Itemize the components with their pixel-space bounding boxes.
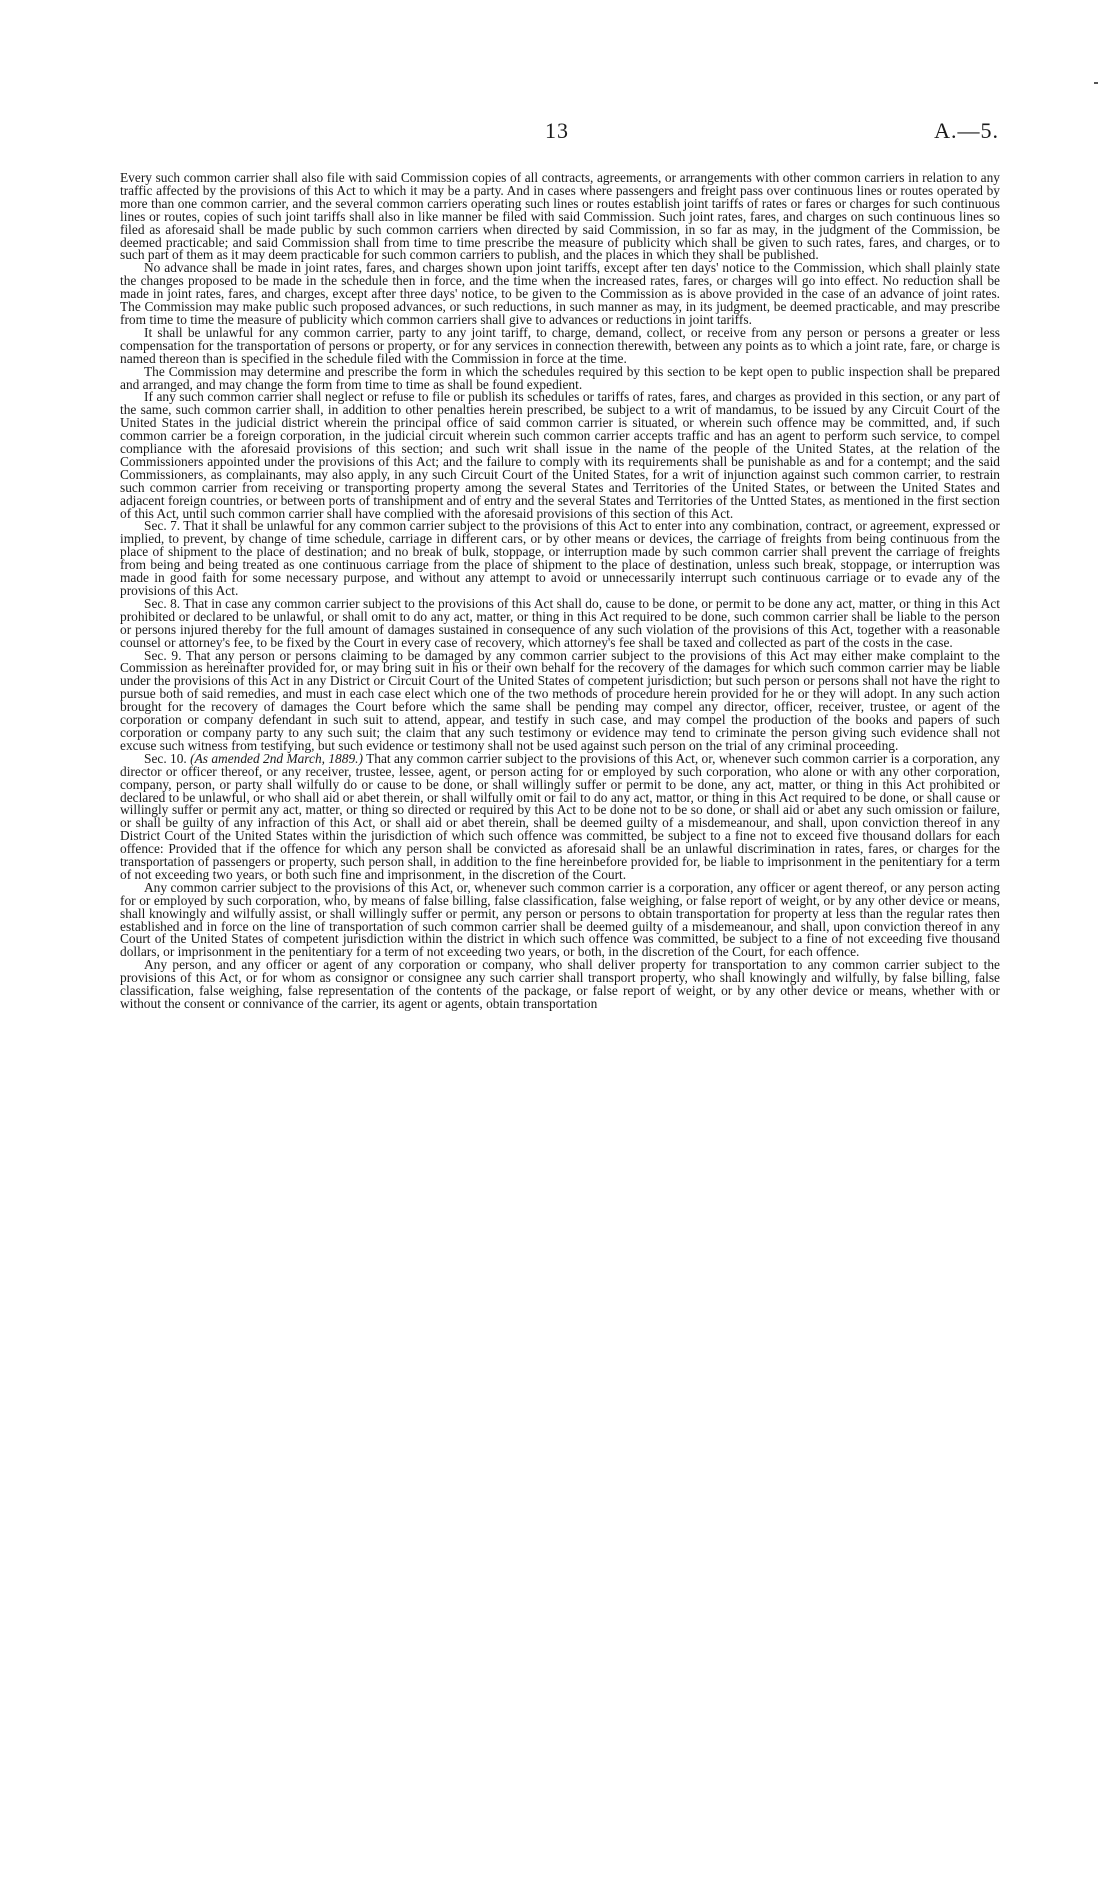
amendment-note: (As amended 2nd March, 1889.) — [190, 750, 363, 766]
section-7-paragraph: Sec. 7. That it shall be unlawful for any common carrier subject to the provisions of this Act to enter into any combination, contract, or agreement, expressed or implied, to prevent, by change of time schedule, carriage in different cars, or by other means or devices, the carriage of freights from being continuous from the place of shipment to the place of destination; and no break of bulk, stoppage, or interruption made by such common carrier shall prevent the carriage of freights from being and being treated as one continuous carriage from the place of shipment to the place of destination, unless such break, stoppage, or interruption was made in good faith for some necessary purpose, and without any attempt to avoid or unnecessarily interrupt such continuous carriage or to evade any of the provisions of this Act. — [120, 518, 1000, 598]
paragraph: Any person, and any officer or agent of any corporation or company, who shall deliver property for transportation to any common carrier subject to the provisions of this Act, or for whom as consignor or consignee any such carrier shall transport property, who shall knowingly and wilfully, by false billing, false classification, false weighing, false representation of the contents of the package, or false report of weight, or by any other device or means, whether with or without the consent or connivance of the carrier, its agent or agents, obtain transportation — [120, 957, 1000, 1011]
body-text — [120, 172, 1000, 1011]
page-number: 13 — [545, 118, 569, 143]
paragraph: It shall be unlawful for any common carrier, party to any joint tariff, to charge, demand, collect, or receive from any person or persons a greater or less compensation for the transportation of persons or property, or for any services in connection therewith, between any points as to which a joint rate, fare, or charge is named thereon than is specified in the schedule filed with the Commission in force at the time. — [120, 324, 1000, 366]
paragraph: No advance shall be made in joint rates, fares, and charges shown upon joint tariffs, except after ten days' notice to the Commission, which shall plainly state the changes proposed to be made in the schedule then in force, and the time when the increased rates, fares, or charges will go into effect. No reduction shall be made in joint rates, fares, and charges, except after three days' notice, to be given to the Commission as is above provided in the case of an advance of joint rates. The Commission may make public such proposed advances, or such reductions, in such manner as may, in its judgment, be deemed practicable, and may prescribe from time to time the measure of publicity which common carriers shall give to advances or reductions in joint tariffs. — [120, 260, 1000, 327]
paragraph: The Commission may determine and prescribe the form in which the schedules required by this section to be kept open to public inspection shall be prepared and arranged, and may change the form from time to time as shall be found expedient. — [120, 363, 1000, 392]
paragraph: If any such common carrier shall neglect or refuse to file or publish its schedules or tariffs of rates, fares, and charges as provided in this section, or any part of the same, such common carrier shall, in addition to other penalties herein prescribed, be subject to a writ of mandamus, to be issued by any Circuit Court of the United States in the judicial district wherein the principal office of said common carrier is situated, or wherein such offence may be committed, and, if such common carrier be a foreign corporation, in the judicial circuit wherein such common carrier accepts traffic and has an agent to perform such service, to compel compliance with the aforesaid provisions of this section; and such writ shall issue in the name of the people of the United States, at the relation of the Commissioners appointed under the provisions of this Act; and the failure to comply with its requirements shall be punishable as and for a contempt; and the said Commissioners, as complainants, may also apply, in any such Circuit Court of the United States, for a writ of injunction against such common carrier, to restrain such common carrier from receiving or transporting property among the several States and Territories of the United States, or between the United States and adjacent foreign countries, or between ports of transhipment and of entry and the several States and Territories of the Untted States, as mentioned in the first section of this Act, until such common carrier shall have complied with the aforesaid provisions of this section of this Act. — [120, 389, 1000, 521]
section-10-paragraph — [120, 750, 1000, 882]
paragraph: Every such common carrier shall also file with said Commission copies of all contracts, agreements, or arrangements with other common carriers in relation to any traffic affected by the provisions of this Act to which it may be a party. And in cases where passengers and freight pass over continuous lines or routes operated by more than one common carrier, and the several common carriers operating such lines or routes establish joint tariffs of rates or fares or charges for such continuous lines or routes, copies of such joint tariffs shall also in like manner be filed with said Commission. Such joint rates, fares, and charges on such continuous lines so filed as aforesaid shall be made public by such common carriers when directed by said Commission, in so far as may, in the judgment of the Commission, be deemed practicable; and said Commission shall from time to time prescribe the measure of publicity which shall be given to such rates, fares, and charges, or to such part of them as it may deem practicable for such common carriers to publish, and the places in which they shall be published. — [120, 170, 1000, 263]
section-9-paragraph: Sec. 9. That any person or persons claiming to be damaged by any common carrier subject to the provisions of this Act may either make complaint to the Commission as hereinafter provided for, or may bring suit in his or their own behalf for the recovery of the damages for which such common carrier may be liable under the provisions of this Act in any District or Circuit Court of the United States of competent jurisdiction; but such person or persons shall not have the right to pursue both of said remedies, and must in each case elect which one of the two methods of procedure herein provided for he or they will adopt. In any such action brought for the recovery of damages the Court before which the same shall be pending may compel any director, officer, receiver, trustee, or agent of the corporation or company defendant in such suit to attend, appear, and testify in such case, and may compel the production of the books and papers of such corporation or company party to any such suit; the claim that any such testimony or evidence may tend to criminate the person giving such evidence shall not excuse such witness from testifying, but such evidence or testimony shall not be used against such person on the trial of any criminal proceeding. — [120, 647, 1000, 753]
section-8-paragraph: Sec. 8. That in case any common carrier subject to the provisions of this Act shall do, cause to be done, or permit to be done any act, matter, or thing in this Act prohibited or declared to be unlawful, or shall omit to do any act, matter, or thing in this Act required to be done, such common carrier shall be liable to the person or persons injured thereby for the full amount of damages sustained in consequence of any such violation of the provisions of this Act, together with a reasonable counsel or attorney's fee, to be fixed by the Court in every case of recovery, which attorney's fee shall be taxed and collected as part of the costs in the case. — [120, 595, 1000, 650]
section-10-lead: Sec. 10. — [144, 750, 191, 766]
scan-speck — [1094, 82, 1098, 84]
paragraph: Any common carrier subject to the provisions of this Act, or, whenever such common carrier is a corporation, any officer or agent thereof, or any person acting for or employed by such corporation, who, by means of false billing, false classification, false weighing, or false report of weight, or by any other device or means, shall knowingly and wilfully assist, or shall willingly suffer or permit, any person or persons to obtain transportation for property at less than the regular rates then established and in force on the line of transportation of such common carrier shall be deemed guilty of a misdemeanour, and shall, upon conviction thereof in any Court of the United States of competent jurisdiction within the district in which such offence was committed, be subject to a fine of not exceeding five thousand dollars, or imprisonment in the penitentiary for a term of not exceeding two years, or both, in the discretion of the Court, for each offence. — [120, 879, 1000, 960]
section-10-text: That any common carrier subject to the provisions of this Act, or, whenever such common carrier is a corporation, any director or officer thereof, or any receiver, trustee, lessee, agent, or person acting for or employed by such corporation, who alone or with any other corporation, company, person, or party shall wilfully do or cause to be done, or shall willingly suffer or permit to be done, any act, matter, or thing in this Act prohibited or declared to be unlawful, or who shall aid or abet therein, or shall wilfully omit or fail to do any act, mattor, or thing in this Act required to be done, or shall cause or willingly suffer or permit any act, matter, or thing so directed or required by this Act to be done not to be so done, or shall aid or abet any such omission or failure, or shall be guilty of any infraction of this Act, or shall aid or abet therein, shall be deemed guilty of a misdemeanour, and shall, upon conviction thereof in any District Court of the United States within the jurisdiction of which such offence was committed, be subject to a fine not to exceed five thousand dollars for each offence: Provided that if the offence for which any person shall be convicted as aforesaid shall be an unlawful discrimination in rates, fares, or charges for the transportation of passengers or property, such person shall, in addition to the fine hereinbefore provided for, be liable to imprisonment in the penitentiary for a term of not exceeding two years, or both such fine and imprisonment, in the discretion of the Court. — [120, 750, 1000, 882]
document-reference: A.—5. — [934, 118, 999, 143]
